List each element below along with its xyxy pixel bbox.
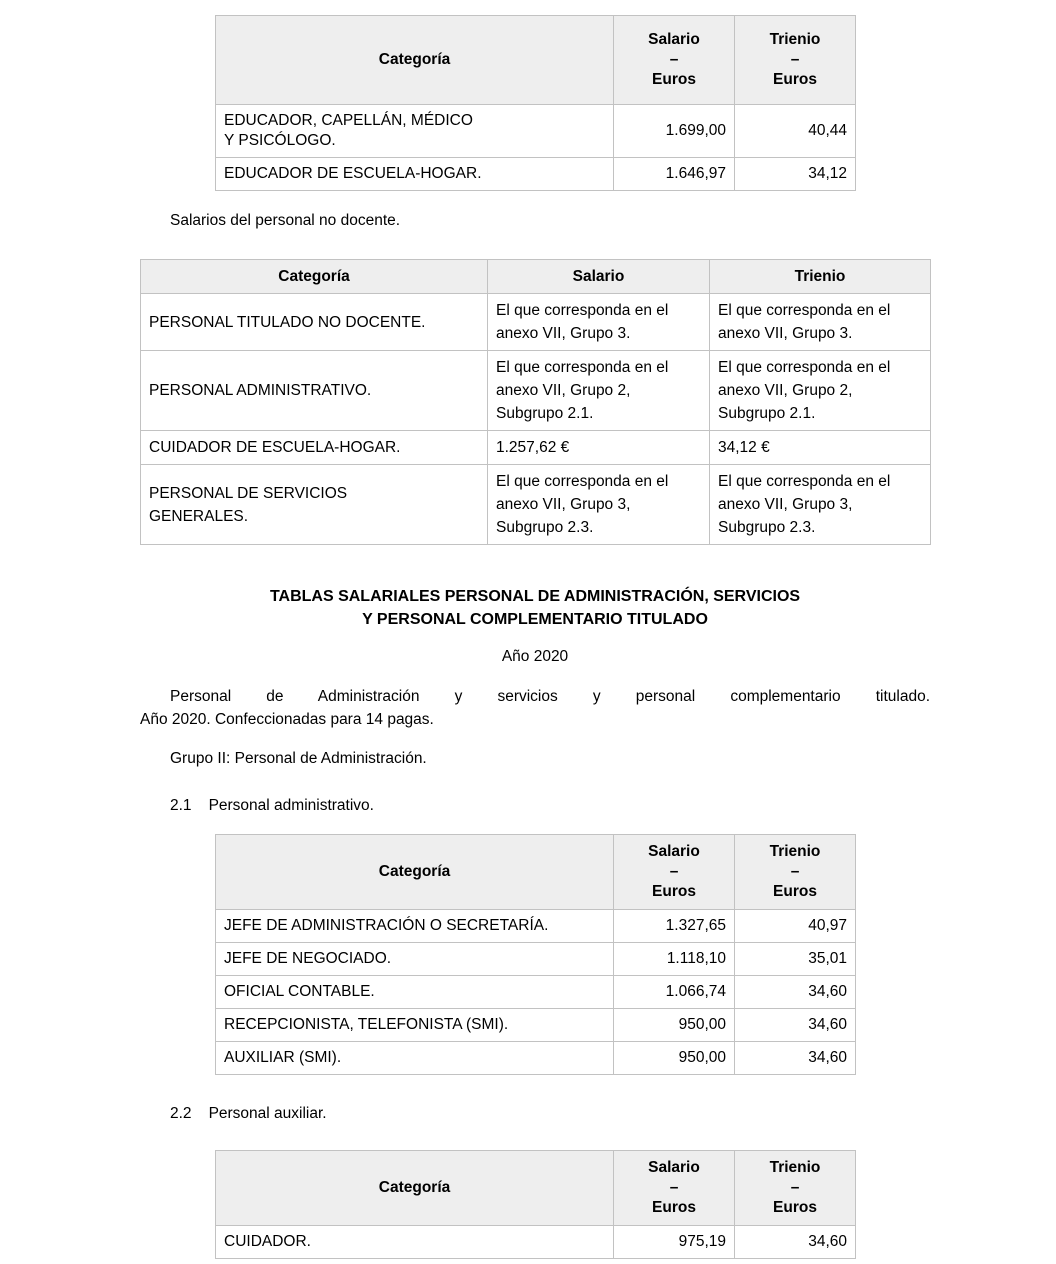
column-header-trienio: Trienio — [710, 260, 931, 294]
subsection-2-1-heading — [170, 797, 1056, 815]
table-row — [216, 1009, 856, 1042]
subsection-label: Personal auxiliar. — [208, 1105, 327, 1122]
table-header-row — [141, 260, 931, 294]
header-unit-label: Euros — [652, 71, 696, 88]
cell-trienio: 34,60 — [735, 976, 856, 1009]
cell-trienio: 40,44 — [735, 105, 856, 158]
column-header-label: Salario — [648, 1159, 700, 1176]
header-dash: – — [669, 51, 679, 68]
cell-salario: 1.118,10 — [614, 943, 735, 976]
cell-trienio: 34,60 — [735, 1009, 856, 1042]
column-header-salario — [614, 16, 735, 105]
cell-trienio: 35,01 — [735, 943, 856, 976]
cell-salario: 950,00 — [614, 1042, 735, 1075]
section-title-line1: TABLAS SALARIALES PERSONAL DE ADMINISTRACIÓN, SERVICIOS — [269, 588, 801, 605]
cell-categoria: PERSONAL ADMINISTRATIVO. — [141, 351, 488, 431]
column-header-label: Salario — [648, 843, 700, 860]
cell-text: PERSONAL DE SERVICIOS GENERALES. — [149, 484, 348, 525]
header-unit-label: Euros — [773, 1199, 817, 1216]
column-header-label: Trienio — [769, 1159, 821, 1176]
cell-salario: El que corresponda en el anexo VII, Grupo 3, Subgrupo 2.3. — [488, 465, 710, 545]
table-row — [216, 943, 856, 976]
cell-salario: 1.066,74 — [614, 976, 735, 1009]
column-header-label: Trienio — [769, 31, 821, 48]
intro-no-docente-text: Salarios del personal no docente. — [170, 212, 401, 229]
cell-trienio: El que corresponda en el anexo VII, Grupo 3, Subgrupo 2.3. — [710, 465, 931, 545]
column-header-label: Categoría — [378, 51, 451, 68]
table-row — [141, 294, 931, 351]
salary-table-no-docente — [140, 259, 931, 545]
column-header-salario — [614, 835, 735, 910]
header-unit-label: Euros — [652, 1199, 696, 1216]
column-header-categoria — [216, 16, 614, 105]
cell-categoria: RECEPCIONISTA, TELEFONISTA (SMI). — [216, 1009, 614, 1042]
column-header-trienio — [735, 835, 856, 910]
header-unit-label: Euros — [652, 883, 696, 900]
section-title — [140, 585, 930, 631]
column-header-label: Salario — [648, 31, 700, 48]
cell-salario: 950,00 — [614, 1009, 735, 1042]
column-header-salario — [614, 1151, 735, 1226]
salary-table-docente — [215, 15, 856, 191]
subsection-number: 2.1 — [170, 797, 192, 814]
table-row — [141, 431, 931, 465]
cell-trienio: El que corresponda en el anexo VII, Grupo 3. — [710, 294, 931, 351]
subsection-2-2-heading — [170, 1105, 1056, 1123]
table-header-row — [216, 835, 856, 910]
cell-categoria: JEFE DE NEGOCIADO. — [216, 943, 614, 976]
cell-categoria: EDUCADOR DE ESCUELA-HOGAR. — [216, 158, 614, 191]
column-header-trienio — [735, 1151, 856, 1226]
year-subtitle: Año 2020 — [501, 648, 569, 665]
table-row — [141, 465, 931, 545]
salary-table-auxiliar — [215, 1150, 856, 1259]
subsection-label: Personal administrativo. — [208, 797, 374, 814]
table-row — [216, 910, 856, 943]
column-header-categoria — [216, 835, 614, 910]
paragraph-line2: Año 2020. Confeccionadas para 14 pagas. — [140, 711, 434, 728]
section-title-line2: Y PERSONAL COMPLEMENTARIO TITULADO — [362, 611, 708, 628]
table-header-row — [216, 1151, 856, 1226]
table-row — [216, 158, 856, 191]
cell-trienio: El que corresponda en el anexo VII, Grupo 2, Subgrupo 2.1. — [710, 351, 931, 431]
cell-salario: 1.257,62 € — [488, 431, 710, 465]
column-header-label: Trienio — [769, 843, 821, 860]
table-row — [216, 1226, 856, 1259]
column-header-categoria — [216, 1151, 614, 1226]
column-header-categoria: Categoría — [141, 260, 488, 294]
header-dash: – — [669, 1179, 679, 1196]
cell-categoria — [216, 105, 614, 158]
salary-table-administrativo — [215, 834, 856, 1075]
cell-trienio: 34,60 — [735, 1042, 856, 1075]
table-row — [216, 105, 856, 158]
column-header-salario: Salario — [488, 260, 710, 294]
cell-trienio: 34,12 € — [710, 431, 931, 465]
cell-trienio: 34,60 — [735, 1226, 856, 1259]
header-dash: – — [790, 51, 800, 68]
column-header-label: Categoría — [378, 1179, 451, 1196]
column-header-label: Categoría — [378, 863, 451, 880]
cell-categoria: JEFE DE ADMINISTRACIÓN O SECRETARÍA. — [216, 910, 614, 943]
table-header-row — [216, 16, 856, 105]
cell-salario: El que corresponda en el anexo VII, Grupo 3. — [488, 294, 710, 351]
cell-categoria — [141, 465, 488, 545]
cell-trienio: 40,97 — [735, 910, 856, 943]
cell-categoria: CUIDADOR. — [216, 1226, 614, 1259]
cell-salario: El que corresponda en el anexo VII, Grupo 2, Subgrupo 2.1. — [488, 351, 710, 431]
subsection-number: 2.2 — [170, 1105, 192, 1122]
header-unit-label: Euros — [773, 883, 817, 900]
cell-salario: 975,19 — [614, 1226, 735, 1259]
table-row — [141, 351, 931, 431]
grupo-heading: Grupo II: Personal de Administración. — [170, 750, 427, 767]
column-header-trienio — [735, 16, 856, 105]
cell-categoria: PERSONAL TITULADO NO DOCENTE. — [141, 294, 488, 351]
cell-categoria: AUXILIAR (SMI). — [216, 1042, 614, 1075]
table-row — [216, 976, 856, 1009]
header-unit-label: Euros — [773, 71, 817, 88]
cell-text: EDUCADOR, CAPELLÁN, MÉDICO Y PSICÓLOGO. — [224, 112, 473, 149]
cell-categoria: OFICIAL CONTABLE. — [216, 976, 614, 1009]
table-row — [216, 1042, 856, 1075]
cell-salario: 1.699,00 — [614, 105, 735, 158]
header-dash: – — [790, 863, 800, 880]
paragraph-line1: Personal de Administración y servicios y personal complementario titulado. — [170, 688, 930, 705]
cell-salario: 1.646,97 — [614, 158, 735, 191]
cell-categoria: CUIDADOR DE ESCUELA-HOGAR. — [141, 431, 488, 465]
intro-paragraph — [140, 685, 930, 731]
header-dash: – — [669, 863, 679, 880]
cell-trienio: 34,12 — [735, 158, 856, 191]
header-dash: – — [790, 1179, 800, 1196]
cell-salario: 1.327,65 — [614, 910, 735, 943]
